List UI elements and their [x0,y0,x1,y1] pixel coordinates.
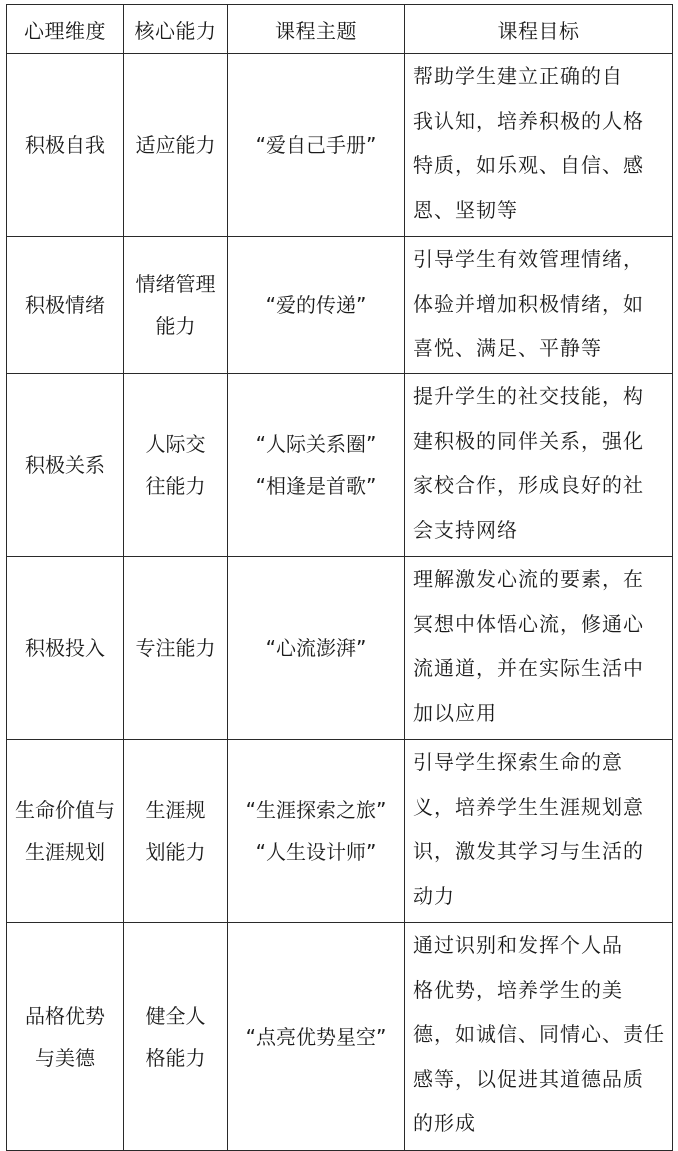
goal-cell [405,923,673,1151]
goal-cell-line: 冥想中体悟心流，修通心 [413,611,644,636]
goal-cell [405,740,673,923]
theme-cell [228,374,405,557]
ability-cell [124,740,228,923]
dimension-cell-line: 积极自我 [25,133,105,157]
ability-cell-line: 往能力 [145,474,206,498]
dimension-cell-line: 积极情绪 [25,293,105,317]
goal-cell-line: 理解激发心流的要素，在 [413,567,644,591]
goal-cell-line: 提升学生的社交技能，构 [413,384,644,408]
goal-cell [405,54,673,237]
ability-cell-line: 划能力 [145,840,206,864]
theme-cell-line: “爱的传递” [265,293,367,317]
ability-cell-line: 能力 [155,314,196,338]
dimension-cell [7,557,124,740]
ability-cell-line: 生涯规 [145,798,206,822]
dimension-cell [7,740,124,923]
theme-cell [228,237,405,374]
goal-cell-line: 的形成 [413,1111,476,1135]
goal-cell-line: 德，如诚信、同情心、责任 [413,1022,665,1046]
ability-cell-line: 适应能力 [135,133,216,157]
ability-cell [124,237,228,374]
ability-cell [124,923,228,1151]
ability-cell [124,54,228,237]
goal-cell-line: 引导学生探索生命的意 [413,750,623,774]
ability-cell [124,557,228,740]
table-row [7,740,673,923]
header-theme: 课程主题 [228,5,405,54]
theme-cell-line: “点亮优势星空” [245,1024,387,1049]
table-row [7,374,673,557]
dimension-cell [7,54,124,237]
table-row [7,557,673,740]
dimension-cell-line: 积极投入 [25,636,105,660]
dimension-cell [7,237,124,374]
header-goal: 课程目标 [405,5,673,54]
theme-cell [228,557,405,740]
theme-cell [228,740,405,923]
dimension-cell-line: 与美德 [35,1045,95,1070]
ability-cell-line: 格能力 [145,1045,206,1070]
goal-cell-line: 通过识别和发挥个人品 [413,933,623,957]
theme-cell-line: “爱自己手册” [255,133,377,157]
goal-cell-line: 会支持网络 [413,517,518,542]
goal-cell [405,557,673,740]
header-ability: 核心能力 [124,5,228,54]
goal-cell-line: 体验并增加积极情绪，如 [413,291,644,316]
theme-cell-line: “人际关系圈” [255,432,377,456]
goal-cell [405,374,673,557]
table-row [7,923,673,1151]
goal-cell-line: 建积极的同伴关系，强化 [413,428,644,453]
ability-cell-line: 健全人 [145,1003,206,1028]
goal-cell-line: 恩、坚韧等 [413,197,518,222]
dimension-cell-line: 生涯规划 [25,840,105,864]
dimension-cell-line: 积极关系 [25,453,105,477]
goal-cell-line: 我认知，培养积极的人格 [413,108,644,133]
dimension-cell [7,923,124,1151]
ability-cell [124,374,228,557]
theme-cell-line: “人生设计师” [255,840,377,864]
ability-cell-line: 专注能力 [135,636,216,660]
dimension-cell [7,374,124,557]
goal-cell-line: 喜悦、满足、平静等 [413,336,602,360]
goal-cell-line: 家校合作，形成良好的社 [413,473,644,497]
goal-cell-line: 格优势，培养学生的美 [413,977,623,1002]
theme-cell-line: “相逢是首歌” [255,474,377,498]
goal-cell-line: 感等，以促进其道德品质 [413,1066,644,1091]
ability-cell-line: 人际交 [145,432,206,456]
dimension-cell-line: 生命价值与 [15,798,115,822]
theme-cell-line: “心流澎湃” [265,636,367,660]
table-row [7,237,673,374]
goal-cell-line: 特质，如乐观、自信、感 [413,153,644,177]
goal-cell-line: 加以应用 [413,700,497,725]
table-row [7,54,673,237]
goal-cell-line: 识，激发其学习与生活的 [413,839,644,863]
goal-cell-line: 流通道，并在实际生活中 [413,656,644,680]
theme-cell [228,54,405,237]
goal-cell-line: 帮助学生建立正确的自 [413,64,623,88]
theme-cell [228,923,405,1151]
theme-cell-line: “生涯探索之旅” [245,798,387,822]
goal-cell-line: 动力 [413,883,455,908]
goal-cell [405,237,673,374]
goal-cell-line: 义，培养学生生涯规划意 [413,794,644,819]
table-body [7,54,673,1151]
header-dimension: 心理维度 [7,5,124,54]
goal-cell-line: 引导学生有效管理情绪， [413,247,644,271]
dimension-cell-line: 品格优势 [25,1003,105,1028]
header-row [7,5,673,54]
ability-cell-line: 情绪管理 [135,272,216,296]
curriculum-table [6,4,673,1151]
